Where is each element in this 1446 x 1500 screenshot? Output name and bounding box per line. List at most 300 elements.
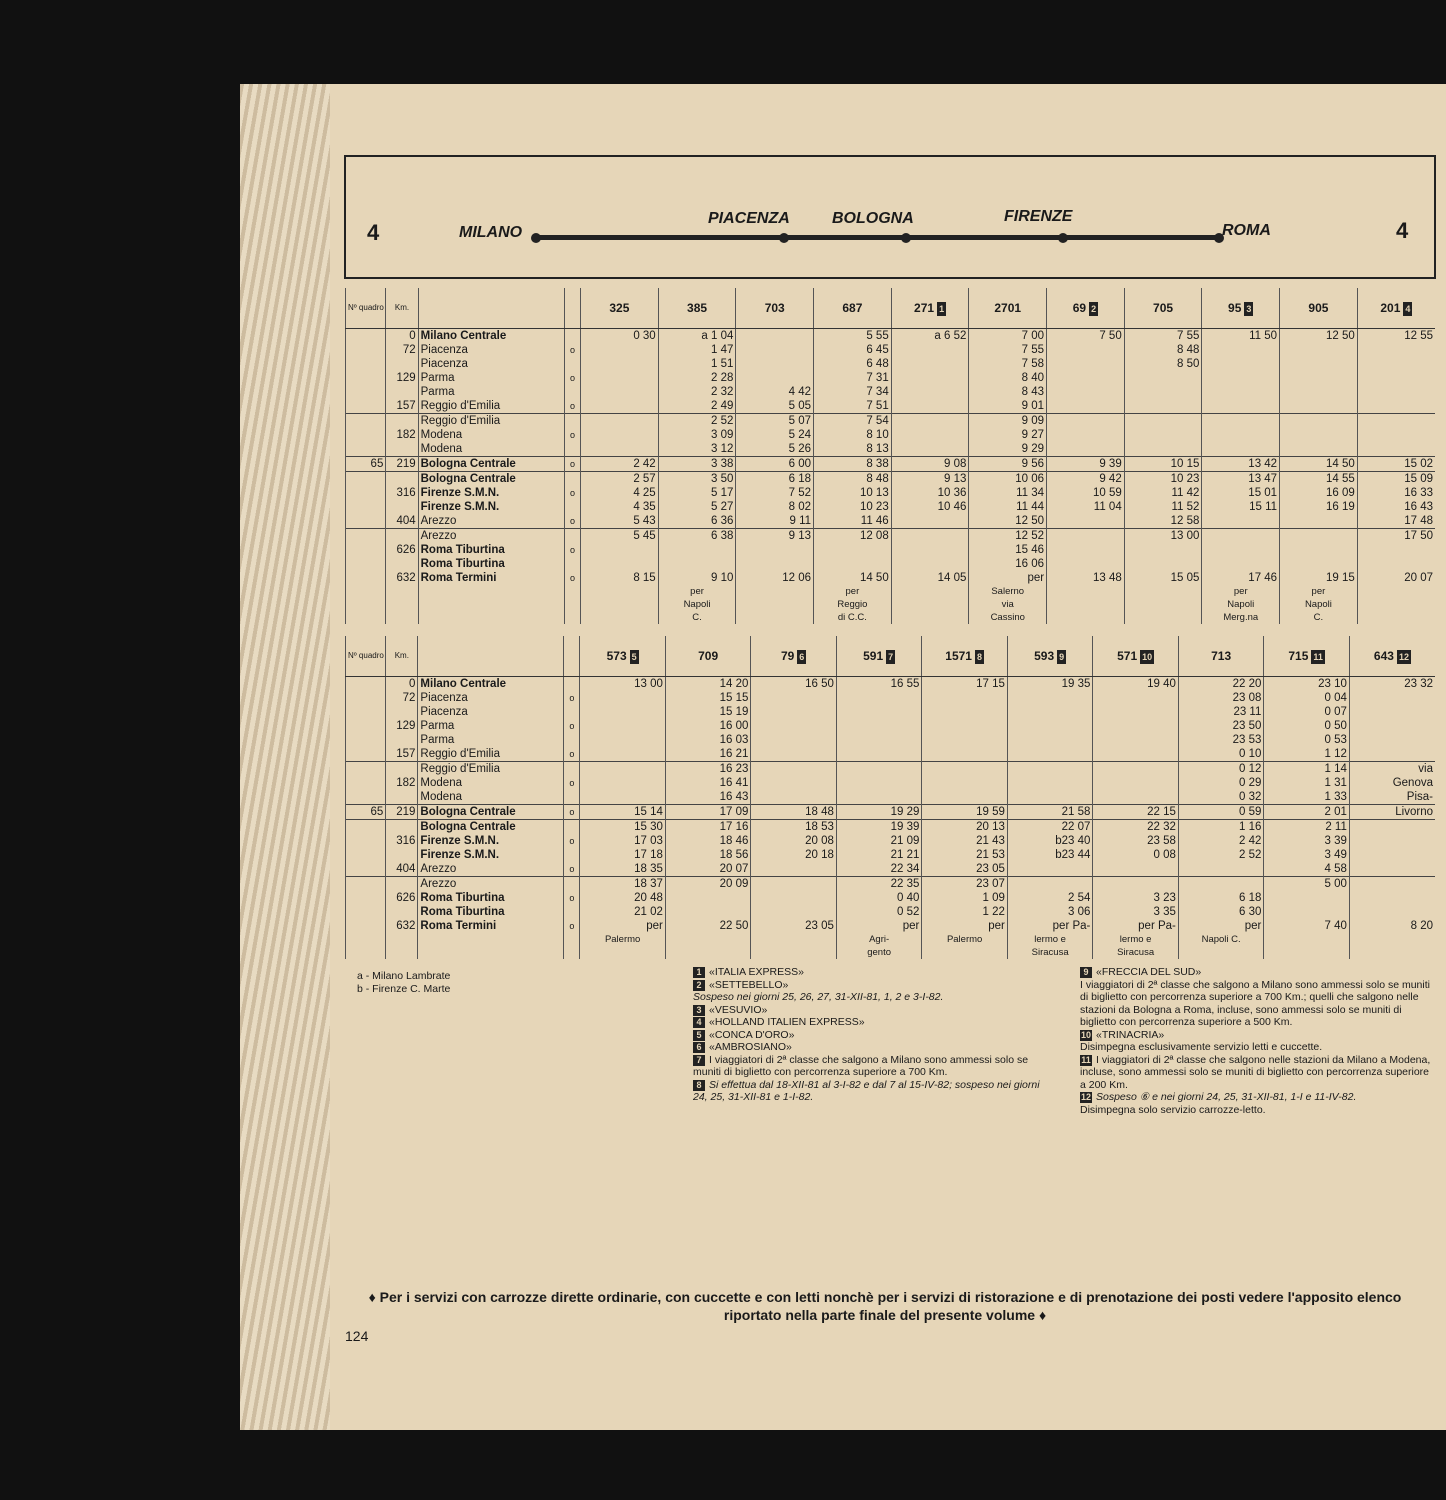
time-cell <box>1202 414 1280 429</box>
station-name: Reggio d'Emilia <box>418 747 564 762</box>
time-cell <box>1093 705 1179 719</box>
time-cell <box>922 705 1008 719</box>
time-cell: 13 42 <box>1202 457 1280 472</box>
km-cell: 404 <box>386 862 418 877</box>
time-cell: 12 52 <box>969 529 1047 544</box>
destination-cell <box>736 585 814 598</box>
train-number: 715 <box>1288 648 1309 663</box>
time-cell: 18 48 <box>751 805 837 820</box>
station-marker <box>564 329 580 344</box>
time-cell: 5 55 <box>814 329 892 344</box>
time-cell: 2 28 <box>658 371 736 385</box>
time-cell: Genova <box>1349 776 1435 790</box>
time-cell: 18 37 <box>580 877 666 892</box>
time-cell <box>1093 877 1179 892</box>
station-name: Bologna Centrale <box>418 472 564 487</box>
table-row <box>346 820 1436 835</box>
table-row <box>346 891 1436 905</box>
table-row <box>346 357 1436 371</box>
time-cell <box>1202 529 1280 544</box>
col-station-header <box>418 636 564 677</box>
time-cell <box>1280 514 1358 529</box>
blank-cell <box>564 585 580 598</box>
destination-cell: lermo e <box>1007 933 1093 946</box>
km-cell <box>386 529 418 544</box>
time-cell: 9 42 <box>1047 472 1125 487</box>
time-cell <box>1280 428 1358 442</box>
time-cell <box>1047 442 1125 457</box>
time-cell <box>1349 820 1435 835</box>
time-cell <box>922 790 1008 805</box>
train-number-header <box>751 636 837 677</box>
note-item <box>1080 1091 1432 1104</box>
station-name: Piacenza <box>418 357 564 371</box>
quadro-cell <box>346 877 386 892</box>
time-cell: Pisa- <box>1349 790 1435 805</box>
km-cell <box>386 848 418 862</box>
note-text: Disimpegna solo servizio carrozze-letto. <box>1080 1103 1266 1116</box>
time-cell: 8 02 <box>736 500 814 514</box>
time-cell <box>751 877 837 892</box>
train-number-header <box>836 636 922 677</box>
time-cell: 12 08 <box>814 529 892 544</box>
time-cell: 10 36 <box>891 486 969 500</box>
km-cell <box>386 414 418 429</box>
station-name: Piacenza <box>418 343 564 357</box>
time-cell <box>1202 514 1280 529</box>
time-cell: 17 18 <box>580 848 666 862</box>
station-name: Arezzo <box>418 514 564 529</box>
time-cell: 16 43 <box>1357 500 1435 514</box>
km-cell <box>386 557 418 571</box>
time-cell: per <box>836 919 922 933</box>
time-cell: a 6 52 <box>891 329 969 344</box>
time-cell <box>1357 371 1435 385</box>
time-cell <box>1280 543 1358 557</box>
station-name: Bologna Centrale <box>418 457 564 472</box>
time-cell: 19 35 <box>1007 677 1093 692</box>
time-cell <box>1264 905 1350 919</box>
time-cell: per Pa- <box>1007 919 1093 933</box>
time-cell: 3 06 <box>1007 905 1093 919</box>
station-marker <box>564 762 580 777</box>
note-badge: 1 <box>939 303 945 314</box>
table-row <box>346 442 1436 457</box>
train-number-header <box>1047 288 1125 329</box>
time-cell <box>581 385 659 399</box>
time-cell: 9 10 <box>658 571 736 585</box>
station-marker <box>564 442 580 457</box>
time-cell <box>1093 719 1179 733</box>
time-cell: 7 31 <box>814 371 892 385</box>
time-cell: 9 29 <box>969 442 1047 457</box>
time-cell: 3 39 <box>1264 834 1350 848</box>
section-number-left: 4 <box>367 220 380 245</box>
time-cell: 16 00 <box>665 719 751 733</box>
time-cell: 2 52 <box>658 414 736 429</box>
time-cell <box>581 442 659 457</box>
time-cell <box>736 557 814 571</box>
time-cell: 21 58 <box>1007 805 1093 820</box>
time-cell: 16 06 <box>969 557 1047 571</box>
time-cell <box>581 343 659 357</box>
time-cell <box>751 733 837 747</box>
book-spine <box>240 84 330 1430</box>
note-text: «TRINACRIA» <box>1096 1028 1165 1041</box>
time-cell: 8 38 <box>814 457 892 472</box>
note-item <box>1080 979 1432 1029</box>
train-number: 713 <box>1211 649 1232 663</box>
destination-cell <box>891 598 969 611</box>
quadro-cell <box>346 428 386 442</box>
time-cell: 19 39 <box>836 820 922 835</box>
blank-cell <box>418 946 564 959</box>
note-text: I viaggiatori di 2ª classe che salgono a Milano sono ammessi solo se muniti di biglietto con percorrenza superiore a 700 Km.; quelli che salgono nelle stazioni da Bologna a Roma, incluse, sono ammessi solo se muniti di biglietto con percorrenza superiore a 500 Km. <box>1080 978 1430 1028</box>
station-name: Parma <box>418 385 564 399</box>
train-number: 271 <box>914 300 935 315</box>
station-name: Modena <box>418 442 564 457</box>
station-name: Reggio d'Emilia <box>418 414 564 429</box>
destination-cell: Agri- <box>836 933 922 946</box>
destination-cell <box>736 611 814 624</box>
time-cell: 2 52 <box>1178 848 1264 862</box>
note-badge: 7 <box>888 651 894 662</box>
time-cell <box>1280 557 1358 571</box>
destination-cell <box>581 611 659 624</box>
time-cell <box>1047 543 1125 557</box>
time-cell: 16 09 <box>1280 486 1358 500</box>
time-cell <box>1357 442 1435 457</box>
time-cell: 20 07 <box>665 862 751 877</box>
time-cell <box>891 529 969 544</box>
station-name: Milano Centrale <box>418 329 564 344</box>
station-name: Firenze S.M.N. <box>418 486 564 500</box>
time-cell: 1 31 <box>1264 776 1350 790</box>
destination-cell: Cassino <box>969 611 1047 624</box>
train-number-header <box>1264 636 1350 677</box>
km-cell: 129 <box>386 719 418 733</box>
time-cell <box>1357 543 1435 557</box>
station-name: Arezzo <box>418 877 564 892</box>
station-name: Arezzo <box>418 862 564 877</box>
time-cell <box>891 557 969 571</box>
station-marker: o <box>564 691 580 705</box>
time-cell: 3 49 <box>1264 848 1350 862</box>
city-label: ROMA <box>1222 222 1271 239</box>
time-cell: 16 19 <box>1280 500 1358 514</box>
time-cell <box>751 776 837 790</box>
route-stop-dot <box>531 233 541 243</box>
note-badge: 9 <box>1059 651 1065 662</box>
time-cell <box>1349 691 1435 705</box>
time-cell <box>1178 877 1264 892</box>
time-cell: 17 03 <box>580 834 666 848</box>
time-cell <box>1047 557 1125 571</box>
station-marker: o <box>564 891 580 905</box>
table-row <box>346 862 1436 877</box>
note-text: I viaggiatori di 2ª classe che salgono a Milano sono ammessi solo se muniti di biglietto con percorrenza superiore a 700 Km. <box>693 1053 1029 1078</box>
time-cell <box>1007 790 1093 805</box>
destination-cell <box>581 598 659 611</box>
time-cell: 2 54 <box>1007 891 1093 905</box>
destination-cell: Napoli <box>1202 598 1280 611</box>
quadro-cell <box>346 919 386 933</box>
station-name: Roma Termini <box>418 919 564 933</box>
time-cell <box>1124 371 1202 385</box>
time-cell <box>751 747 837 762</box>
note-item <box>693 979 1053 992</box>
time-cell: 8 10 <box>814 428 892 442</box>
train-number: 2701 <box>994 301 1022 315</box>
time-cell: 3 12 <box>658 442 736 457</box>
header-row <box>346 288 1436 329</box>
station-name: Parma <box>418 733 564 747</box>
time-cell: b23 40 <box>1007 834 1093 848</box>
note-badge: 6 <box>799 651 805 662</box>
time-cell <box>836 705 922 719</box>
time-cell: 15 11 <box>1202 500 1280 514</box>
time-cell: 11 46 <box>814 514 892 529</box>
time-cell <box>1007 691 1093 705</box>
time-cell: 0 07 <box>1264 705 1350 719</box>
station-marker <box>564 357 580 371</box>
time-cell: 16 41 <box>665 776 751 790</box>
quadro-cell <box>346 385 386 399</box>
time-cell: 0 52 <box>836 905 922 919</box>
time-cell: 17 09 <box>665 805 751 820</box>
time-cell: 16 43 <box>665 790 751 805</box>
time-cell: 0 53 <box>1264 733 1350 747</box>
time-cell: 22 34 <box>836 862 922 877</box>
time-cell <box>1202 543 1280 557</box>
km-cell <box>386 733 418 747</box>
blank-cell <box>386 585 418 598</box>
destination-cell: Palermo <box>580 933 666 946</box>
time-cell <box>658 557 736 571</box>
time-cell: 6 36 <box>658 514 736 529</box>
blank-cell <box>346 598 386 611</box>
time-cell: 6 48 <box>814 357 892 371</box>
time-cell: 22 35 <box>836 877 922 892</box>
note-text: «FRECCIA DEL SUD» <box>1096 966 1202 978</box>
time-cell: 8 15 <box>581 571 659 585</box>
time-cell <box>580 733 666 747</box>
time-cell <box>1124 399 1202 414</box>
time-cell <box>665 905 751 919</box>
time-cell: 7 34 <box>814 385 892 399</box>
station-marker: o <box>564 919 580 933</box>
time-cell <box>751 862 837 877</box>
time-cell <box>665 891 751 905</box>
time-cell: 19 29 <box>836 805 922 820</box>
station-marker: o <box>564 514 580 529</box>
time-cell: 0 40 <box>836 891 922 905</box>
time-cell: 7 54 <box>814 414 892 429</box>
time-cell: 12 58 <box>1124 514 1202 529</box>
train-number-header <box>1357 288 1435 329</box>
station-name: Roma Tiburtina <box>418 557 564 571</box>
km-cell <box>386 905 418 919</box>
time-cell: 4 25 <box>581 486 659 500</box>
note-number: 2 <box>693 980 705 991</box>
time-cell: 23 05 <box>922 862 1008 877</box>
time-cell: 20 08 <box>751 834 837 848</box>
table-row <box>346 414 1436 429</box>
time-cell: 1 22 <box>922 905 1008 919</box>
destination-cell <box>736 598 814 611</box>
time-cell: 3 38 <box>658 457 736 472</box>
time-cell <box>1047 371 1125 385</box>
time-cell: 9 39 <box>1047 457 1125 472</box>
time-cell <box>580 719 666 733</box>
time-cell <box>1357 357 1435 371</box>
time-cell: 4 42 <box>736 385 814 399</box>
destination-cell <box>1349 946 1435 959</box>
time-cell <box>836 762 922 777</box>
table-row <box>346 329 1436 344</box>
time-cell: 13 00 <box>1124 529 1202 544</box>
note-text: «ITALIA EXPRESS» <box>709 966 804 978</box>
table-row <box>346 790 1436 805</box>
km-cell: 182 <box>386 776 418 790</box>
destination-cell: di C.C. <box>814 611 892 624</box>
timetable-1 <box>345 288 1435 624</box>
note-text: «VESUVIO» <box>709 1003 768 1016</box>
train-number: 705 <box>1153 301 1174 315</box>
time-cell: 19 15 <box>1280 571 1358 585</box>
station-name: Roma Termini <box>418 571 564 585</box>
time-cell: 3 23 <box>1093 891 1179 905</box>
time-cell: 18 53 <box>751 820 837 835</box>
quadro-cell <box>346 357 386 371</box>
time-cell: 23 08 <box>1178 691 1264 705</box>
station-marker <box>564 472 580 487</box>
time-cell: 15 46 <box>969 543 1047 557</box>
time-cell: 15 02 <box>1357 457 1435 472</box>
destination-cell <box>1124 598 1202 611</box>
time-cell: per Pa- <box>1093 919 1179 933</box>
time-cell: 8 43 <box>969 385 1047 399</box>
time-cell <box>580 790 666 805</box>
time-cell: 3 09 <box>658 428 736 442</box>
time-cell <box>581 557 659 571</box>
station-name: Parma <box>418 719 564 733</box>
time-cell <box>751 905 837 919</box>
note-text: Sospeso ⑥ e nei giorni 24, 25, 31-XII-81, 1-I e 11-IV-82. <box>1096 1091 1357 1103</box>
note-number: 1 <box>693 967 705 978</box>
km-cell <box>386 385 418 399</box>
time-cell: 5 07 <box>736 414 814 429</box>
table-row <box>346 399 1436 414</box>
time-cell: 17 48 <box>1357 514 1435 529</box>
quadro-cell <box>346 862 386 877</box>
note-item <box>1080 1104 1432 1117</box>
quadro-cell <box>346 834 386 848</box>
time-cell: 9 11 <box>736 514 814 529</box>
blank-cell <box>564 598 580 611</box>
destination-cell <box>751 933 837 946</box>
destination-cell <box>1047 585 1125 598</box>
time-cell <box>1124 385 1202 399</box>
time-cell <box>1007 733 1093 747</box>
destination-cell <box>751 946 837 959</box>
table-row <box>346 805 1436 820</box>
km-cell <box>386 442 418 457</box>
note-badge: 4 <box>1405 303 1411 314</box>
station-marker <box>564 790 580 805</box>
time-cell <box>1047 428 1125 442</box>
km-cell <box>386 705 418 719</box>
time-cell: 5 05 <box>736 399 814 414</box>
time-cell <box>580 776 666 790</box>
destination-cell: Napoli C. <box>1178 933 1264 946</box>
destination-cell <box>1349 933 1435 946</box>
km-cell: 626 <box>386 543 418 557</box>
station-marker <box>564 877 580 892</box>
time-cell: 5 26 <box>736 442 814 457</box>
blank-cell <box>564 611 580 624</box>
time-cell <box>922 762 1008 777</box>
time-cell <box>1202 442 1280 457</box>
blank-cell <box>386 946 418 959</box>
time-cell: 0 10 <box>1178 747 1264 762</box>
km-cell: 0 <box>386 329 418 344</box>
table-row <box>346 472 1436 487</box>
time-cell: 2 42 <box>1178 834 1264 848</box>
time-cell: 6 38 <box>658 529 736 544</box>
time-cell: 21 53 <box>922 848 1008 862</box>
route-line <box>535 235 1220 240</box>
station-marker <box>564 385 580 399</box>
station-marker <box>564 500 580 514</box>
destination-cell: Napoli <box>1280 598 1358 611</box>
quadro-cell <box>346 891 386 905</box>
train-number-header <box>1349 636 1435 677</box>
blank-cell <box>418 585 564 598</box>
note-item <box>693 1029 1053 1042</box>
train-number: 1571 <box>945 648 972 663</box>
train-number-header <box>969 288 1047 329</box>
destination-cell: Merg.na <box>1202 611 1280 624</box>
km-cell: 72 <box>386 343 418 357</box>
station-marker <box>564 414 580 429</box>
table-row <box>346 457 1436 472</box>
destination-cell <box>1124 585 1202 598</box>
station-name: Roma Tiburtina <box>418 905 564 919</box>
time-cell: per <box>580 919 666 933</box>
note-badge: 12 <box>1398 651 1409 662</box>
note-number: 7 <box>693 1055 705 1066</box>
time-cell: 0 08 <box>1093 848 1179 862</box>
time-cell <box>836 747 922 762</box>
destination-cell: Salerno <box>969 585 1047 598</box>
train-number: 591 <box>863 648 884 663</box>
time-cell: 5 43 <box>581 514 659 529</box>
city-label: MILANO <box>459 224 523 241</box>
time-cell <box>581 371 659 385</box>
time-cell: 5 00 <box>1264 877 1350 892</box>
time-cell: b23 44 <box>1007 848 1093 862</box>
time-cell: 23 53 <box>1178 733 1264 747</box>
destination-cell <box>1264 946 1350 959</box>
col-km-header: Km. <box>386 636 418 677</box>
time-cell: 17 16 <box>665 820 751 835</box>
note-item <box>693 1004 1053 1017</box>
time-cell <box>891 514 969 529</box>
time-cell: 6 18 <box>1178 891 1264 905</box>
destination-cell: C. <box>1280 611 1358 624</box>
time-cell: 11 52 <box>1124 500 1202 514</box>
